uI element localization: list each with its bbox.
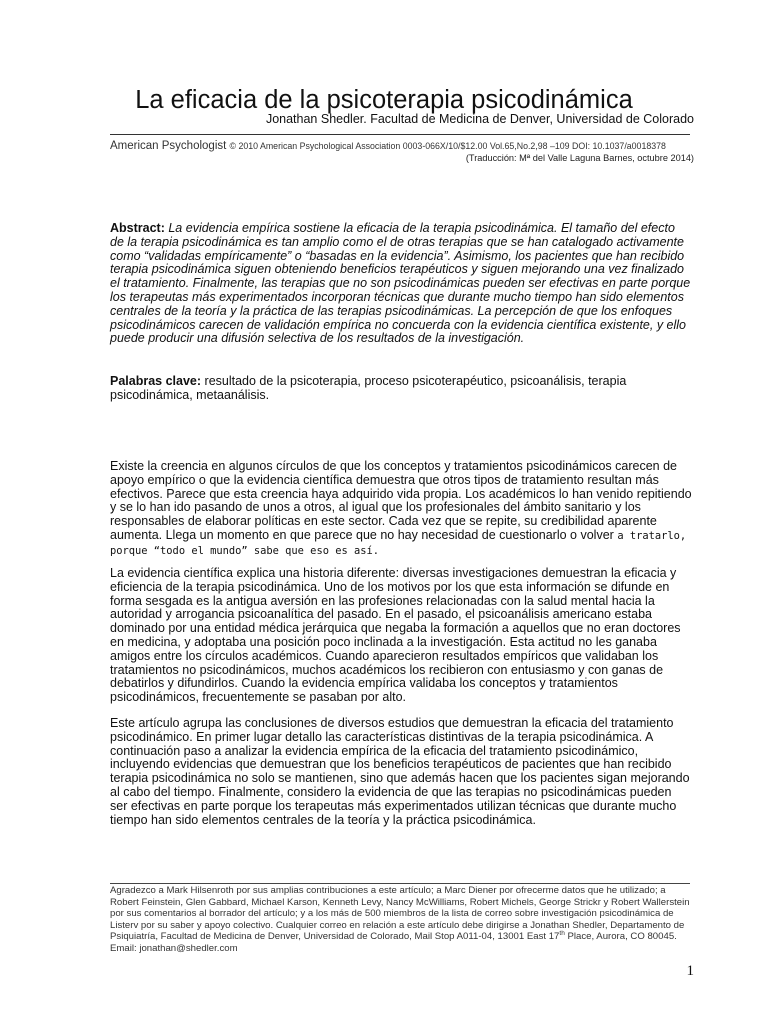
footnote-text: Agradezco a Mark Hilsenroth por sus amplias contribuciones a este artículo; a Marc Diener por ofrecerme datos que he utilizado; a Robert Feinstein, Glen Gabbard, Michael Karson, Kenneth Levy, Nancy McWilliams, Robert Michels, George Strickr y Robert Wallerstein por sus comentarios al borrador del artículo; y a los más de 500 miembros de la lista de correo sobre investigación psicodinámica de Listerv por su saber y apoyo colectivo. Cualquier correo en relación a este artículo debe dirigirse a Jonathan Shedler, Departamento de Psiquiatría, Facultad de Medicina de Denver, Universidad de Colorado, Mail Stop A011-04, 13001 East 17 bbox=[110, 885, 690, 943]
journal-details: © 2010 American Psychological Association 0003-066X/10/$12.00 Vol.65,No.2,98 –109 DOI: 10.1037/a0018378 bbox=[229, 141, 666, 151]
paragraph-tail: a tratarlo, porque “todo el mundo” sabe que eso es así. bbox=[110, 529, 687, 557]
paragraph-text: Existe la creencia en algunos círculos de que los conceptos y tratamientos psicodinámicos carecen de apoyo empírico o que la evidencia científica demuestra que otros tipos de tratamiento resultan más efectivos. Parece que esta creencia haya adquirido vida propia. Los académicos lo han venido repitiendo y se lo han ido pasando de unos a otros, al igual que los profesionales del ámbito sanitario y los responsables de elaborar políticas en este sector. Cada vez que se repite, su credibilidad aparente aumenta. Llega un momento en que parece que no hay necesidad de cuestionarlo o volver bbox=[110, 459, 692, 542]
footnote-rule bbox=[110, 883, 690, 884]
footnote-superscript: th bbox=[559, 930, 565, 938]
translation-credit: (Traducción: Mª del Valle Laguna Barnes, octubre 2014) bbox=[465, 153, 694, 163]
author-affiliation: Jonathan Shedler. Facultad de Medicina de Denver, Universidad de Colorado bbox=[265, 112, 694, 126]
page-number: 1 bbox=[686, 963, 694, 979]
paper-title: La eficacia de la psicoterapia psicodinámica bbox=[135, 86, 633, 114]
body-paragraph-2: La evidencia científica explica una historia diferente: diversas investigaciones demuestran la eficacia y eficiencia de la terapia psicodinámica. Uno de los motivos por los que esta información se difunde en forma sesgada es la antigua aversión en las profesiones relacionadas con la salud mental hacia la autoridad y arrogancia psicoanalítica del pasado. En el pasado, el psicoanálisis americano estaba dominado por una entidad médica jerárquica que negaba la formación a aquellos que no eran doctores en medicina, y adoptaba una posición poco inclinada a la investigación. Esta actitud no les ganaba amigos entre los círculos académicos. Cuando aparecieron resultados empíricos que validaban los tratamientos no psicodinámicos, muchos académicos los recibieron con entusiasmo y con ganas de debatirlos y difundirlos. Cuando la evidencia empírica validaba los conceptos y tratamientos psicodinámicos, frecuentemente se pasaban por alto. bbox=[110, 566, 681, 705]
abstract-label: Abstract: bbox=[110, 221, 165, 235]
abstract bbox=[110, 222, 692, 346]
body-paragraph-1 bbox=[110, 460, 692, 559]
body-paragraph-3: Este artículo agrupa las conclusiones de diversos estudios que demuestran la eficacia del tratamiento psicodinámico. En primer lugar detallo las características distintivas de la terapia psicodinámica. A continuación paso a analizar la evidencia empírica de la eficacia del tratamiento psicodinámico, incluyendo evidencias que demuestran que los beneficios terapéuticos de pacientes que han recibido terapia psicodinámica no solo se mantienen, sino que además hacen que los pacientes sigan mejorando al cabo del tiempo. Finalmente, considero la evidencia de que las terapias no psicodinámicas pueden ser efectivas en parte porque los terapeutas más experimentados utilizan técnicas que durante mucho tiempo han sido elementos centrales de la teoría y la práctica psicodinámica. bbox=[110, 716, 690, 827]
keywords bbox=[110, 375, 692, 403]
header-rule bbox=[110, 134, 690, 135]
footnote-text-end: Place, Aurora, CO 80045. Email: jonathan@shedler.com bbox=[110, 931, 677, 954]
journal-citation bbox=[110, 139, 696, 153]
abstract-text: La evidencia empírica sostiene la eficacia de la terapia psicodinámica. El tamaño del efecto de la terapia psicodinámica es tan amplio como el de otras terapias que se han catalogado activamente como “validadas empíricamente” o “basadas en la evidencia”. Asimismo, los pacientes que han recibido terapia psicodinámica siguen obteniendo beneficios terapéuticos y siguen mejorando una vez finalizado el tratamiento. Finalmente, las terapias que no son psicodinámicas pueden ser efectivas en parte porque los terapeutas más experimentados incorporan técnicas que durante mucho tiempo han sido elementos centrales de la teoría y la práctica de las terapias psicodinámicas. La percepción de que los enfoques psicodinámicos carecen de validación empírica no concuerda con la evidencia científica existente, y ello puede producir una difusión selectiva de los resultados de la investigación. bbox=[110, 221, 691, 346]
journal-name: American Psychologist bbox=[110, 140, 227, 152]
keywords-text: resultado de la psicoterapia, proceso psicoterapéutico, psicoanálisis, terapia psicodinámica, metaanálisis. bbox=[110, 374, 627, 402]
keywords-label: Palabras clave: bbox=[110, 374, 202, 388]
footnote bbox=[110, 885, 694, 955]
